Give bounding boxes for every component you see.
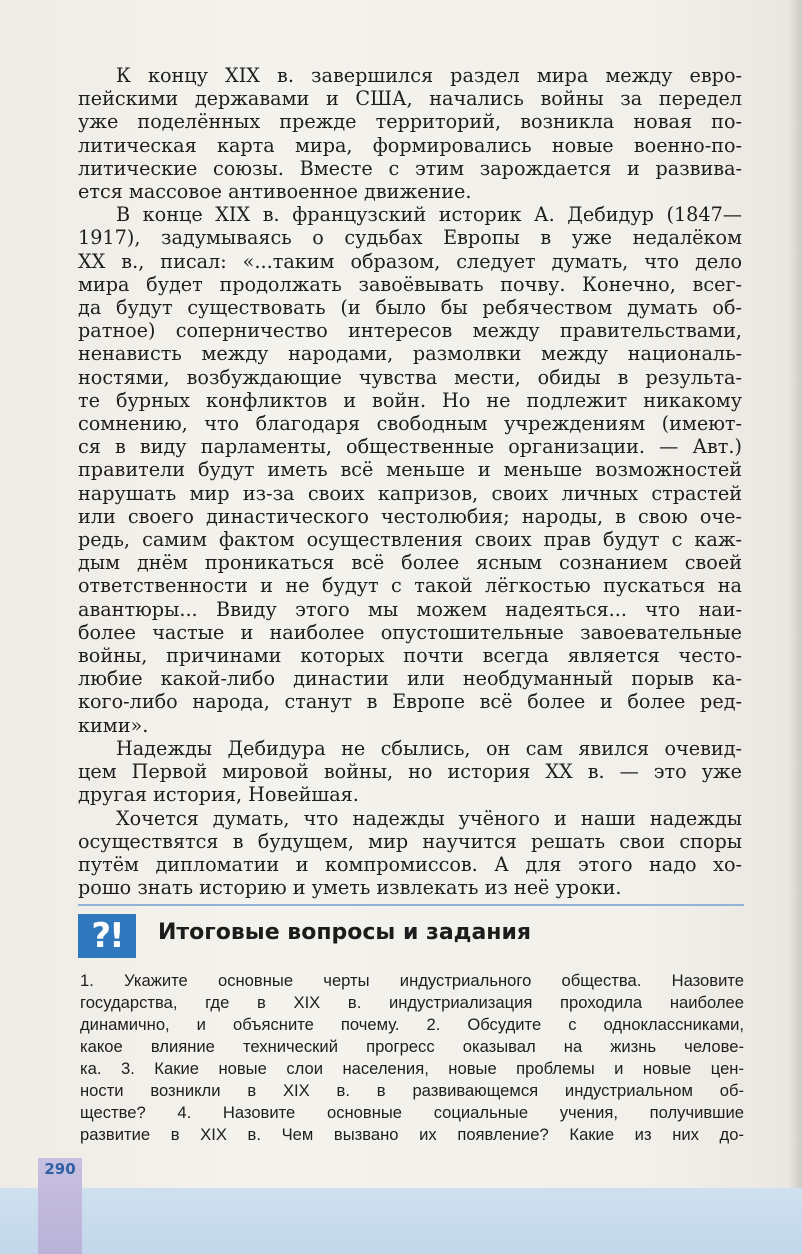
section-divider bbox=[78, 904, 744, 906]
text-line: да будут существовать (и было бы ребячеством думать об- bbox=[78, 296, 742, 320]
text-line: кими». bbox=[78, 713, 149, 737]
question-line: какое влияние технический прогресс оказывал на жизнь челове- bbox=[80, 1037, 744, 1056]
text-line: любие какой-либо династии или необдуманный порыв ка- bbox=[78, 667, 742, 691]
text-line: цем Первой мировой войны, но история XX в. — это уже bbox=[78, 760, 742, 784]
question-line: ка. 3. Какие новые слои населения, новые проблемы и новые цен- bbox=[80, 1059, 744, 1078]
text-line: ся в виду парламенты, общественные организации. — Авт.) bbox=[78, 435, 742, 459]
text-line: литическая карта мира, формировались новые военно-по- bbox=[78, 133, 742, 157]
text-line: XX в., писал: «...таким образом, следует думать, что дело bbox=[78, 249, 742, 273]
main-text bbox=[78, 64, 742, 899]
text-line: ненависть между народами, размолвки между националь- bbox=[78, 342, 742, 366]
text-line: авантюры... Ввиду этого мы можем надеяться... что наи- bbox=[78, 597, 742, 621]
binding-shadow bbox=[788, 0, 802, 1254]
text-line: правители будут иметь всё меньше и меньше возможностей bbox=[78, 458, 742, 482]
text-line: нарушать мир из-за своих капризов, своих личных страстей bbox=[78, 481, 742, 505]
text-line: дым днём проникаться всё более ясным сознанием своей bbox=[78, 551, 742, 575]
text-line: кого-либо народа, станут в Европе всё более и более ред- bbox=[78, 690, 742, 714]
text-line: мира будет продолжать завоёвывать почву. Конечно, всег- bbox=[78, 272, 742, 296]
text-line: редь, самим фактом осуществления своих прав будут с каж- bbox=[78, 528, 742, 552]
text-line: или своего династического честолюбия; народы, в свою оче- bbox=[78, 504, 742, 528]
text-line: пейскими державами и США, начались войны за передел bbox=[78, 87, 742, 111]
text-line: войны, причинами которых почти всегда является често- bbox=[78, 644, 742, 668]
text-line: сомнению, что благодаря свободным учреждениям (имеют- bbox=[78, 412, 742, 436]
questions-badge-icon: ?! bbox=[78, 914, 136, 958]
text-line: К концу XIX в. завершился раздел мира между евро- bbox=[116, 64, 742, 87]
text-line: уже поделённых прежде территорий, возникла новая по- bbox=[78, 110, 742, 134]
text-line: путём дипломатии и компромиссов. А для этого надо хо- bbox=[78, 852, 742, 876]
question-line: ности возникли в XIX в. в развивающемся индустриальном об- bbox=[80, 1081, 744, 1100]
questions-text bbox=[80, 970, 744, 1146]
question-line: государства, где в XIX в. индустриализация проходила наиболее bbox=[80, 993, 744, 1012]
text-line: осуществятся в будущем, мир научится решать свои споры bbox=[78, 829, 742, 853]
text-line: ответственности и не будут с такой лёгкостью пускаться на bbox=[78, 574, 742, 598]
text-line: другая история, Новейшая. bbox=[78, 783, 359, 807]
question-line: ществе? 4. Назовите основные социальные учения, получившие bbox=[80, 1103, 744, 1122]
text-line: Хочется думать, что надежды учёного и наши надежды bbox=[116, 806, 742, 830]
text-line: литические союзы. Вместе с этим зарождается и развива- bbox=[78, 156, 742, 180]
text-line: те бурных конфликтов и войн. Но не подлежит никакому bbox=[78, 388, 742, 412]
text-line: более частые и наиболее опустошительные завоевательные bbox=[78, 620, 742, 644]
page-footer-band bbox=[0, 1188, 802, 1254]
text-line: ратное) соперничество интересов между правительствами, bbox=[78, 319, 742, 343]
text-line: рошо знать историю и уметь извлекать из неё уроки. bbox=[78, 876, 622, 900]
text-line: Надежды Дебидура не сбылись, он сам явился очевид- bbox=[116, 736, 742, 760]
text-line: ностями, возбуждающие чувства мести, обиды в результа- bbox=[78, 365, 742, 389]
question-line: 1. Укажите основные черты индустриального общества. Назовите bbox=[80, 971, 744, 990]
text-line: В конце XIX в. французский историк А. Дебидур (1847— bbox=[116, 203, 742, 227]
text-line: ется массовое антивоенное движение. bbox=[78, 180, 472, 204]
section-title: Итоговые вопросы и задания bbox=[158, 920, 532, 945]
question-line: развитие в XIX в. Чем вызвано их появление? Какие из них до- bbox=[80, 1125, 744, 1144]
text-line: 1917), задумываясь о судьбах Европы в уже недалёком bbox=[78, 226, 742, 250]
question-line: динамично, и объясните почему. 2. Обсудите с одноклассниками, bbox=[80, 1015, 744, 1034]
page-number: 290 bbox=[44, 1160, 76, 1178]
